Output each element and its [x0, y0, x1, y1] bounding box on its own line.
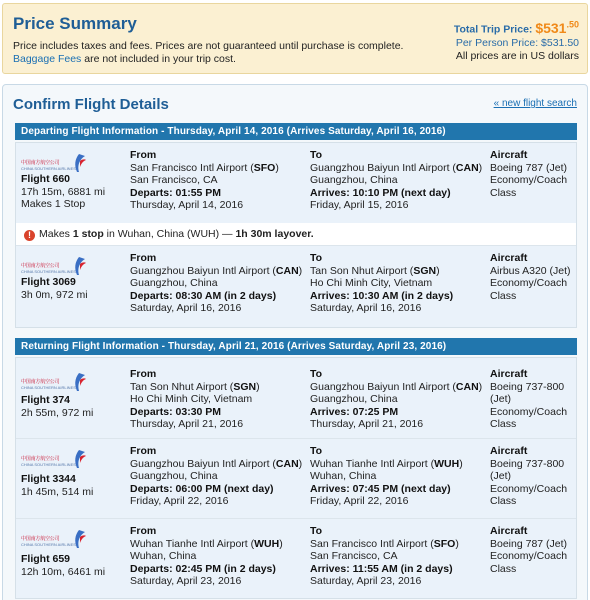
kapok-flower-icon: [71, 529, 87, 549]
flight-summary: [21, 173, 105, 211]
flight-duration: 2h 55m, 972 mi: [21, 406, 94, 419]
total-cents: .50: [566, 19, 579, 29]
arrives-time: Arrives: 10:30 AM (in 2 days): [310, 289, 454, 302]
from-code: SGN: [233, 380, 257, 393]
flight-summary: [21, 473, 93, 498]
from-column: From Wuhan Tianhe Intl Airport (WUH) Wuhan, China Departs: 02:45 PM (in 2 days) Saturday, April 23, 2016: [130, 525, 283, 587]
to-code: WUH: [434, 457, 460, 470]
from-column: From Tan Son Nhut Airport (SGN) Ho Chi Minh City, Vietnam Departs: 03:30 PM Thursday, April 21, 2016: [130, 368, 260, 430]
from-airport: Tan Son Nhut Airport (: [130, 380, 234, 393]
kapok-flower-icon: [71, 153, 87, 173]
to-airport: Tan Son Nhut Airport (: [310, 264, 414, 277]
to-column: To Wuhan Tianhe Intl Airport (WUH) Wuhan, China Arrives: 07:45 PM (next day) Friday, April 22, 2016: [310, 445, 463, 507]
from-column: From Guangzhou Baiyun Intl Airport (CAN) Guangzhou, China Departs: 08:30 AM (in 2 days) Saturday, April 16, 2016: [130, 252, 303, 314]
to-label: To: [310, 445, 323, 457]
arrives-date: Saturday, April 16, 2016: [310, 302, 422, 314]
airline-logo-cn: 中国南方航空公司: [21, 379, 60, 385]
aircraft-type: Boeing 737-800: [490, 380, 565, 393]
arrives-date: Saturday, April 23, 2016: [310, 575, 422, 587]
price-summary: [2, 3, 588, 74]
layover-note: [24, 228, 314, 241]
departing-header-bar: Departing Flight Information - Thursday, April 14, 2016 (Arrives Saturday, April 16, 2016): [15, 123, 577, 140]
to-label: To: [310, 149, 323, 161]
confirm-title: Confirm Flight Details: [13, 96, 169, 113]
price-totals: [454, 18, 579, 63]
to-city: Wuhan, China: [310, 470, 377, 482]
departs-date: Thursday, April 21, 2016: [130, 418, 244, 430]
to-label: To: [310, 525, 323, 537]
departs-time: Departs: 03:30 PM: [130, 405, 222, 418]
cabin-type: Economy/Coach: [490, 405, 568, 418]
to-city: Ho Chi Minh City, Vietnam: [310, 277, 433, 289]
departs-date: Thursday, April 14, 2016: [130, 199, 244, 211]
departs-time: Departs: 02:45 PM (in 2 days): [130, 562, 276, 575]
layover-text-pre: Makes: [39, 228, 73, 240]
cabin-class: Class: [490, 495, 517, 507]
airline-logo-cn: 中国南方航空公司: [21, 263, 60, 269]
to-code: SGN: [413, 264, 437, 277]
flight-row: [16, 438, 576, 518]
from-city: Ho Chi Minh City, Vietnam: [130, 393, 253, 405]
aircraft-column: [490, 368, 574, 431]
flight-duration: 1h 45m, 514 mi: [21, 485, 94, 498]
airline-logo-en: CHINA SOUTHERN AIRLINES: [21, 542, 76, 547]
flight-number: Flight 374: [21, 394, 71, 406]
flight-summary: [21, 276, 88, 301]
to-column: To San Francisco Intl Airport (SFO) San Francisco, CA Arrives: 11:55 AM (in 2 days) Saturday, April 23, 2016: [310, 525, 459, 587]
from-label: From: [130, 368, 157, 380]
from-city: Guangzhou, China: [130, 277, 218, 289]
airline-logo-en: CHINA SOUTHERN AIRLINES: [21, 462, 76, 467]
from-column: From Guangzhou Baiyun Intl Airport (CAN) Guangzhou, China Departs: 06:00 PM (next day) Friday, April 22, 2016: [130, 445, 303, 507]
aircraft-column: [490, 525, 574, 575]
arrives-time: Arrives: 07:45 PM (next day): [310, 482, 451, 495]
from-city: San Francisco, CA: [130, 174, 218, 186]
flight-number: Flight 660: [21, 173, 71, 185]
airline-logo: [21, 153, 87, 175]
to-label: To: [310, 252, 323, 264]
departs-date: Friday, April 22, 2016: [130, 495, 229, 507]
total-label: Total Trip Price:: [453, 23, 536, 36]
to-code: CAN: [455, 380, 479, 393]
total-amount: [535, 20, 579, 36]
per-person-price: Per Person Price: $531.50: [455, 36, 579, 49]
flight-duration: 3h 0m, 972 mi: [21, 288, 88, 301]
to-code: SFO: [433, 537, 456, 550]
aircraft-column: [490, 445, 574, 508]
flight-row: [16, 358, 576, 438]
airline-logo: [21, 529, 87, 551]
to-airport: Wuhan Tianhe Intl Airport (: [310, 457, 435, 470]
flight-number: Flight 3344: [21, 473, 76, 485]
cabin-class: Class: [490, 186, 517, 199]
to-city: San Francisco, CA: [310, 550, 398, 562]
aircraft-type-suffix: (Jet): [490, 470, 511, 482]
to-column: To Tan Son Nhut Airport (SGN) Ho Chi Minh City, Vietnam Arrives: 10:30 AM (in 2 days) Saturday, April 16, 2016: [310, 252, 454, 314]
to-column: To Guangzhou Baiyun Intl Airport (CAN) Guangzhou, China Arrives: 07:25 PM Thursday, April 21, 2016: [310, 368, 483, 430]
flight-summary: [21, 553, 105, 578]
flight-summary: [21, 394, 93, 419]
returning-header-bar: Returning Flight Information - Thursday, April 21, 2016 (Arrives Saturday, April 23, 2016): [15, 338, 577, 355]
airline-logo-cn: 中国南方航空公司: [21, 456, 60, 462]
arrives-date: Thursday, April 21, 2016: [310, 418, 424, 430]
cabin-type: Economy/Coach: [490, 482, 568, 495]
layover-stops: 1 stop: [72, 228, 104, 240]
flight-duration: 12h 10m, 6461 mi: [21, 565, 106, 578]
flight-row: [16, 518, 576, 598]
confirm-flight-panel: [2, 84, 588, 600]
flight-number: Flight 3069: [21, 276, 76, 288]
to-label: To: [310, 368, 323, 380]
from-code: CAN: [275, 264, 299, 277]
arrives-date: Friday, April 22, 2016: [310, 495, 409, 507]
from-airport: Guangzhou Baiyun Intl Airport (: [130, 457, 276, 470]
departs-date: Saturday, April 16, 2016: [130, 302, 242, 314]
airline-logo-cn: 中国南方航空公司: [21, 536, 60, 542]
airline-logo: [21, 372, 87, 394]
aircraft-type: Boeing 787 (Jet): [490, 537, 568, 550]
to-column: To Guangzhou Baiyun Intl Airport (CAN) Guangzhou, China Arrives: 10:10 PM (next day) Friday, April 15, 2016: [310, 149, 483, 211]
layover-duration: 1h 30m layover.: [235, 228, 314, 240]
flight-row: [16, 245, 576, 327]
departs-date: Saturday, April 23, 2016: [130, 575, 242, 587]
alert-icon: !: [24, 230, 35, 241]
aircraft-type: Boeing 737-800: [490, 457, 565, 470]
departs-time: Departs: 06:00 PM (next day): [130, 482, 274, 495]
airline-logo-en: CHINA SOUTHERN AIRLINES: [21, 269, 76, 274]
to-code: CAN: [455, 161, 479, 174]
airline-logo: [21, 449, 87, 471]
cabin-type: Economy/Coach: [490, 277, 568, 289]
flight-duration: 17h 15m, 6881 mi: [21, 185, 106, 198]
kapok-flower-icon: [71, 372, 87, 392]
flight-row: [16, 143, 576, 223]
cabin-class: Class: [490, 289, 517, 302]
arrives-date: Friday, April 15, 2016: [310, 199, 409, 211]
from-label: From: [130, 445, 157, 457]
from-airport: San Francisco Intl Airport (: [130, 161, 254, 174]
airline-logo-cn: 中国南方航空公司: [21, 160, 60, 166]
arrives-time: Arrives: 11:55 AM (in 2 days): [310, 562, 453, 575]
usd-note: All prices are in US dollars: [455, 49, 579, 62]
flight-stops: Makes 1 Stop: [21, 198, 86, 210]
from-code: WUH: [254, 537, 280, 550]
baggage-note-text: are not included in your trip cost.: [81, 53, 236, 65]
price-summary-title: Price Summary: [13, 14, 137, 33]
aircraft-column: [490, 252, 574, 302]
departs-time: Departs: 08:30 AM (in 2 days): [130, 289, 277, 302]
baggage-note: [13, 53, 236, 65]
from-column: From San Francisco Intl Airport (SFO) San Francisco, CA Departs: 01:55 PM Thursday, April 14, 2016: [130, 149, 279, 211]
aircraft-column: [490, 149, 574, 199]
aircraft-type: Airbus A320 (Jet): [490, 264, 571, 277]
cabin-class: Class: [490, 562, 517, 575]
total-dollars: $531: [535, 19, 567, 36]
to-airport: Guangzhou Baiyun Intl Airport (: [310, 161, 456, 174]
aircraft-label: Aircraft: [490, 525, 528, 537]
airline-logo-en: CHINA SOUTHERN AIRLINES: [21, 166, 76, 171]
from-airport: Guangzhou Baiyun Intl Airport (: [130, 264, 276, 277]
total-trip-price: [454, 18, 579, 37]
to-airport: Guangzhou Baiyun Intl Airport (: [310, 380, 456, 393]
kapok-flower-icon: [71, 256, 87, 276]
from-label: From: [130, 525, 157, 537]
aircraft-label: Aircraft: [490, 252, 528, 264]
cabin-type: Economy/Coach: [490, 174, 568, 186]
layover-location: in Wuhan, China (WUH) —: [103, 228, 236, 240]
aircraft-label: Aircraft: [490, 149, 528, 161]
returning-flights: [15, 357, 577, 599]
from-code: CAN: [275, 457, 299, 470]
departing-flights: [15, 142, 577, 328]
from-city: Guangzhou, China: [130, 470, 218, 482]
to-city: Guangzhou, China: [310, 393, 398, 405]
price-disclaimer: Price includes taxes and fees. Prices are not guaranteed until purchase is complete.: [13, 40, 404, 52]
from-city: Wuhan, China: [130, 550, 197, 562]
from-code: SFO: [253, 161, 276, 174]
airline-logo: [21, 256, 87, 278]
cabin-class: Class: [490, 418, 517, 430]
aircraft-label: Aircraft: [490, 445, 528, 457]
aircraft-label: Aircraft: [490, 368, 528, 380]
kapok-flower-icon: [71, 449, 87, 469]
baggage-fees-link[interactable]: Baggage Fees: [13, 53, 82, 65]
layover-row: [16, 223, 576, 245]
from-label: From: [130, 252, 157, 264]
to-city: Guangzhou, China: [310, 174, 398, 186]
arrives-time: Arrives: 10:10 PM (next day): [310, 186, 451, 199]
departs-time: Departs: 01:55 PM: [130, 186, 222, 199]
from-label: From: [130, 149, 157, 161]
to-airport: San Francisco Intl Airport (: [310, 537, 434, 550]
cabin-type: Economy/Coach: [490, 550, 568, 562]
aircraft-type-suffix: (Jet): [490, 393, 511, 405]
arrives-time: Arrives: 07:25 PM: [310, 405, 399, 418]
flight-number: Flight 659: [21, 553, 71, 565]
new-flight-search-link[interactable]: « new flight search: [493, 98, 577, 109]
aircraft-type: Boeing 787 (Jet): [490, 161, 568, 174]
airline-logo-en: CHINA SOUTHERN AIRLINES: [21, 385, 76, 390]
from-airport: Wuhan Tianhe Intl Airport (: [130, 537, 255, 550]
